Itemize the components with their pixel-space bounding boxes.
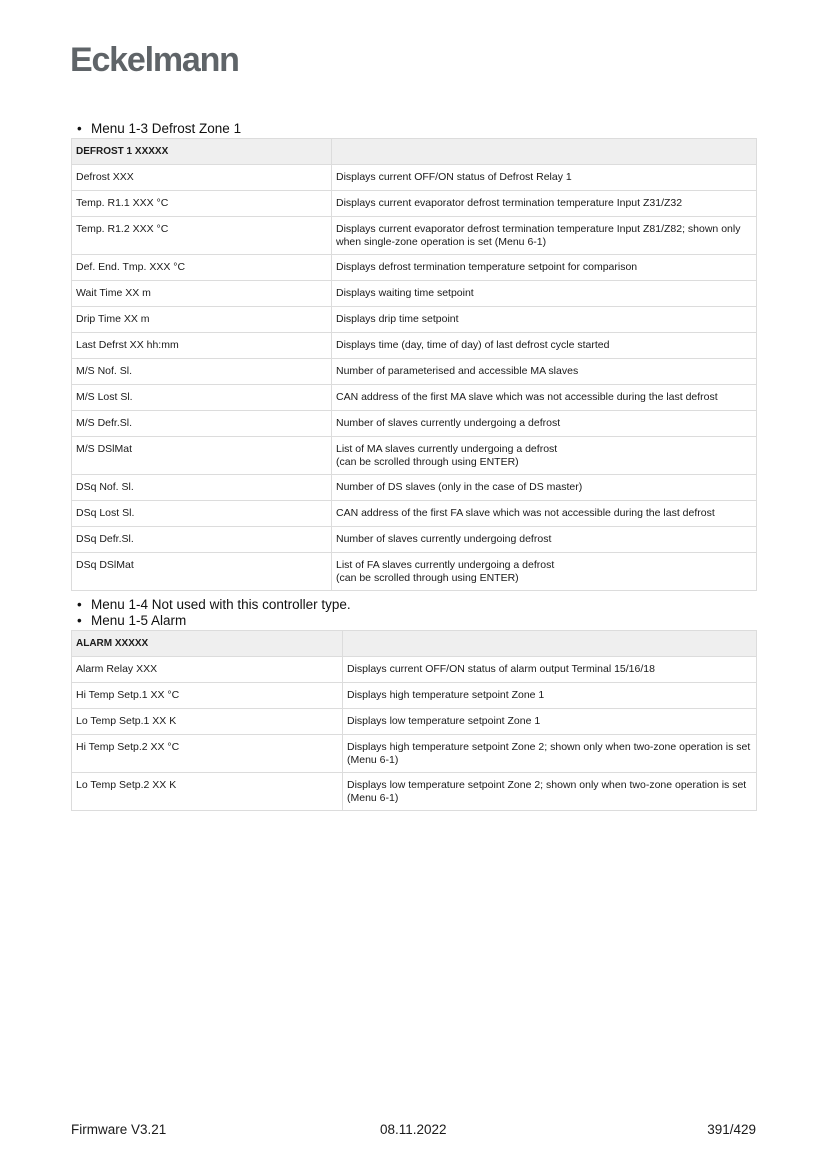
description-cell: Displays current OFF/ON status of alarm output Terminal 15/16/18: [343, 657, 757, 683]
description-cell: Displays high temperature setpoint Zone 2; shown only when two-zone operation is set (Menu 6-1): [343, 735, 757, 773]
description-cell: Number of parameterised and accessible MA slaves: [332, 359, 757, 385]
table-row: [72, 191, 757, 217]
table-header-cell: DEFROST 1 XXXXX: [72, 139, 332, 165]
param-cell: Def. End. Tmp. XXX °C: [72, 255, 332, 281]
table-row: [72, 657, 757, 683]
param-cell: Hi Temp Setp.1 XX °C: [72, 683, 343, 709]
defrost-section: [71, 121, 756, 591]
param-cell: Defrost XXX: [72, 165, 332, 191]
table-row: [72, 501, 757, 527]
description-cell: CAN address of the first MA slave which was not accessible during the last defrost: [332, 385, 757, 411]
bullet-item: • Menu 1-4 Not used with this controller type.: [77, 597, 351, 612]
description-cell: Displays time (day, time of day) of last defrost cycle started: [332, 333, 757, 359]
description-cell: Displays drip time setpoint: [332, 307, 757, 333]
table-row: [72, 735, 757, 773]
table-header-cell: [332, 139, 757, 165]
table-row: [72, 281, 757, 307]
table-row: [72, 165, 757, 191]
alarm-table: [71, 630, 757, 811]
description-cell: Number of slaves currently undergoing a defrost: [332, 411, 757, 437]
bullet-text: Menu 1-5 Alarm: [91, 613, 187, 628]
defrost-table: [71, 138, 757, 591]
alarm-section: [71, 597, 756, 811]
param-cell: Temp. R1.1 XXX °C: [72, 191, 332, 217]
table-row: [72, 683, 757, 709]
description-cell: Displays defrost termination temperature setpoint for comparison: [332, 255, 757, 281]
description-cell: Displays low temperature setpoint Zone 2; shown only when two-zone operation is set (Menu 6-1): [343, 773, 757, 811]
table-row: [72, 709, 757, 735]
param-cell: Alarm Relay XXX: [72, 657, 343, 683]
param-cell: DSq Nof. Sl.: [72, 475, 332, 501]
table-row: [72, 255, 757, 281]
description-cell: Displays waiting time setpoint: [332, 281, 757, 307]
footer-firmware: Firmware V3.21: [71, 1122, 167, 1137]
description-cell: Displays high temperature setpoint Zone 1: [343, 683, 757, 709]
bullet-text: Menu 1-4 Not used with this controller type.: [91, 597, 351, 612]
param-cell: DSq DSlMat: [72, 553, 332, 591]
table-row: [72, 411, 757, 437]
param-cell: M/S DSlMat: [72, 437, 332, 475]
param-cell: Lo Temp Setp.2 XX K: [72, 773, 343, 811]
param-cell: DSq Defr.Sl.: [72, 527, 332, 553]
description-cell: Displays current evaporator defrost termination temperature Input Z31/Z32: [332, 191, 757, 217]
description-cell: Number of DS slaves (only in the case of DS master): [332, 475, 757, 501]
param-cell: DSq Lost Sl.: [72, 501, 332, 527]
table-row: [72, 333, 757, 359]
param-cell: Wait Time XX m: [72, 281, 332, 307]
table-row: [72, 359, 757, 385]
param-cell: M/S Lost Sl.: [72, 385, 332, 411]
param-cell: Last Defrst XX hh:mm: [72, 333, 332, 359]
table-row: [72, 307, 757, 333]
description-cell: Number of slaves currently undergoing defrost: [332, 527, 757, 553]
footer-page-number: 391/429: [707, 1122, 756, 1137]
param-cell: Temp. R1.2 XXX °C: [72, 217, 332, 255]
param-cell: M/S Nof. Sl.: [72, 359, 332, 385]
footer-date: 08.11.2022: [380, 1122, 447, 1137]
table-row: [72, 773, 757, 811]
table-row: [72, 437, 757, 475]
table-row: [72, 217, 757, 255]
table-header-row: [72, 139, 757, 165]
description-cell: Displays current OFF/ON status of Defrost Relay 1: [332, 165, 757, 191]
param-cell: Hi Temp Setp.2 XX °C: [72, 735, 343, 773]
table-row: [72, 553, 757, 591]
description-cell: List of MA slaves currently undergoing a defrost (can be scrolled through using ENTER): [332, 437, 757, 475]
description-cell: Displays current evaporator defrost termination temperature Input Z81/Z82; shown only when single-zone operation is set (Menu 6-1): [332, 217, 757, 255]
bullet-text: Menu 1-3 Defrost Zone 1: [91, 121, 242, 136]
table-row: [72, 475, 757, 501]
table-row: [72, 527, 757, 553]
bullet-item: • Menu 1-5 Alarm: [77, 613, 187, 628]
bullet-item: • Menu 1-3 Defrost Zone 1: [77, 121, 242, 136]
table-row: [72, 385, 757, 411]
table-header-cell: ALARM XXXXX: [72, 631, 343, 657]
description-cell: CAN address of the first FA slave which was not accessible during the last defrost: [332, 501, 757, 527]
company-logo: Eckelmann: [70, 41, 239, 79]
param-cell: M/S Defr.Sl.: [72, 411, 332, 437]
param-cell: Lo Temp Setp.1 XX K: [72, 709, 343, 735]
table-header-row: [72, 631, 757, 657]
table-header-cell: [343, 631, 757, 657]
param-cell: Drip Time XX m: [72, 307, 332, 333]
description-cell: List of FA slaves currently undergoing a defrost (can be scrolled through using ENTER): [332, 553, 757, 591]
description-cell: Displays low temperature setpoint Zone 1: [343, 709, 757, 735]
